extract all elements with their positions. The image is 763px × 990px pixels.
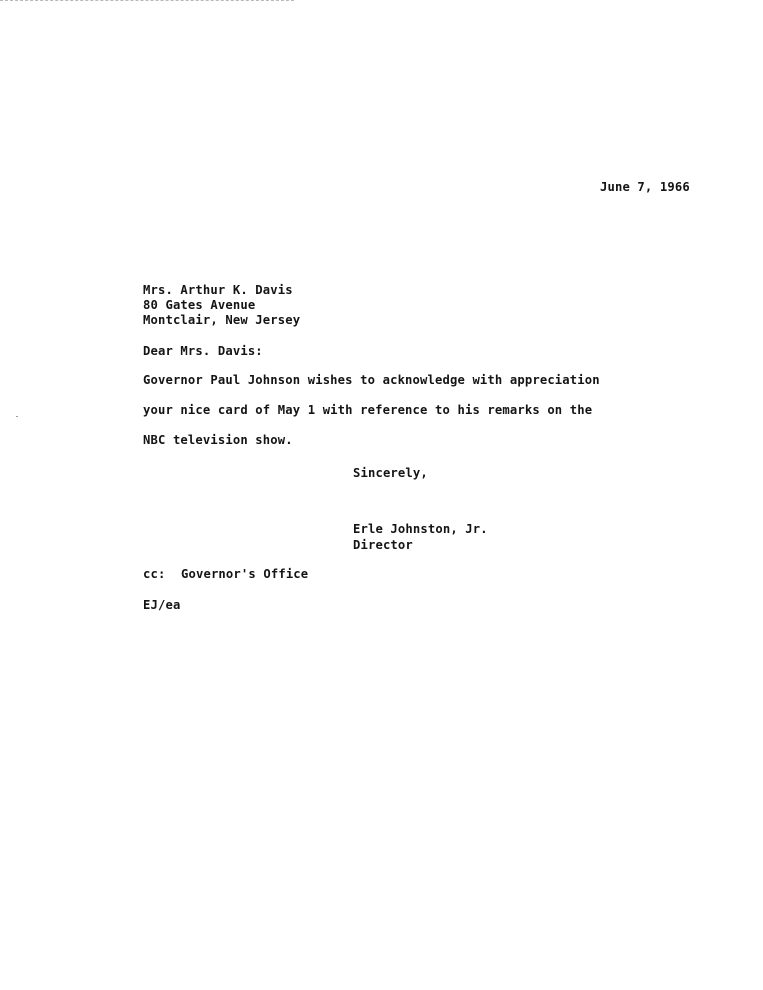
letter-date: June 7, 1966 [600, 180, 690, 194]
body-line: NBC television show. [143, 433, 293, 447]
recipient-name: Mrs. Arthur K. Davis [143, 283, 293, 297]
body-line: your nice card of May 1 with reference to his remarks on the [143, 403, 593, 417]
recipient-street: 80 Gates Avenue [143, 298, 256, 312]
cc-recipient: Governor's Office [181, 567, 309, 581]
cc-label: cc: [143, 567, 166, 581]
recipient-city: Montclair, New Jersey [143, 313, 301, 327]
cc-line [143, 566, 308, 582]
body-line: Governor Paul Johnson wishes to acknowledge with appreciation [143, 373, 600, 387]
salutation: Dear Mrs. Davis: [143, 344, 263, 358]
reference-initials: EJ/ea [143, 598, 181, 612]
scan-speck [16, 416, 18, 417]
signatory-title: Director [353, 538, 413, 552]
top-edge-rule [0, 0, 294, 1]
signatory-name: Erle Johnston, Jr. [353, 522, 488, 536]
closing: Sincerely, [353, 466, 428, 480]
